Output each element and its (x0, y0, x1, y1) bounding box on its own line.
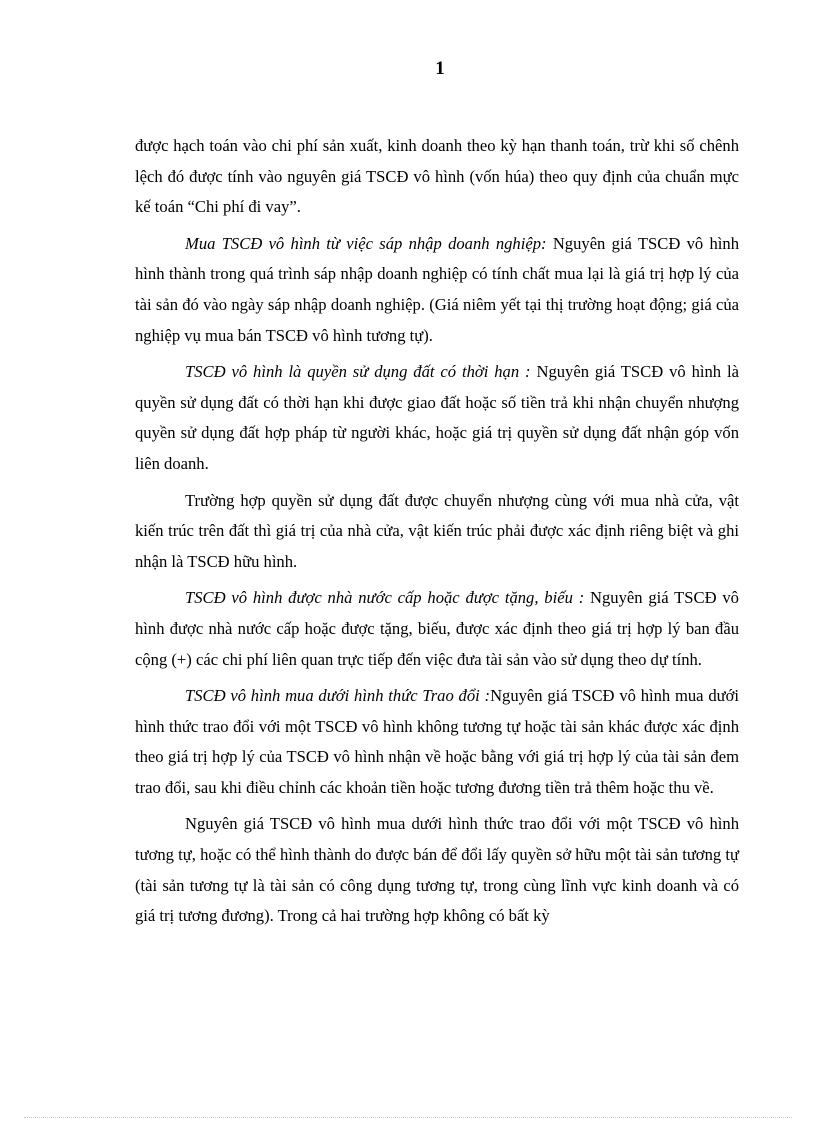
paragraph-text: Nguyên giá TSCĐ vô hình hình thành trong quá trình sáp nhập doanh nghiệp có tính chất mua lại là giá trị hợp lý của tài sản đó vào ngày sáp nhập doanh nghiệp. (Giá niêm yết tại thị trường hoạt động; giá của nghiệp vụ mua bán TSCĐ vô hình tương tự). (135, 233, 739, 345)
paragraph-lead-italic: TSCĐ vô hình được nhà nước cấp hoặc được tặng, biếu : (185, 588, 585, 608)
paragraph-text: Trường hợp quyền sử dụng đất được chuyển nhượng cùng với mua nhà cửa, vật kiến trúc trên đất thì giá trị của nhà cửa, vật kiến trúc phải được xác định riêng biệt và ghi nhận là TSCĐ hữu hình. (135, 490, 739, 571)
paragraph-state-granted (135, 583, 739, 675)
paragraph-merger-acquisition (135, 229, 739, 351)
paragraph-text: Nguyên giá TSCĐ vô hình là quyền sử dụng đất có thời hạn khi được giao đất hoặc số tiền trả khi nhận chuyển nhượng quyền sử dụng đất hợp pháp từ người khác, hoặc giá trị quyền sử dụng đất nhận góp vốn liên doanh. (135, 362, 739, 473)
paragraph-continuation (135, 131, 739, 223)
document-body (135, 131, 739, 938)
paragraph-land-use-rights (135, 357, 739, 479)
paragraph-text: Nguyên giá TSCĐ vô hình được nhà nước cấp hoặc được tặng, biếu, được xác định theo giá trị hợp lý ban đầu cộng (+) các chi phí liên quan trực tiếp đến việc đưa tài sản vào sử dụng theo dự tính. (135, 588, 739, 669)
page-number: 1 (435, 58, 445, 79)
paragraph-similar-exchange (135, 809, 739, 931)
paragraph-lead-italic: TSCĐ vô hình mua dưới hình thức Trao đổi : (185, 686, 491, 706)
paragraph-lead-italic: TSCĐ vô hình là quyền sử dụng đất có thời hạn : (185, 362, 531, 382)
paragraph-text: Nguyên giá TSCĐ vô hình mua dưới hình thức trao đổi với một TSCĐ vô hình không tương tự hoặc tài sản khác được xác định theo giá trị hợp lý của TSCĐ vô hình nhận về hoặc bằng với giá trị hợp lý của tài sản đem trao đổi, sau khi điều chỉnh các khoản tiền hoặc tương đương tiền trả thêm hoặc thu về. (135, 686, 739, 797)
paragraph-exchange (135, 681, 739, 803)
paragraph-text: Nguyên giá TSCĐ vô hình mua dưới hình thức trao đổi với một TSCĐ vô hình tương tự, hoặc có thể hình thành do được bán để đổi lấy quyền sở hữu một tài sản tương tự (tài sản tương tự là tài sản có công dụng tương tự, trong cùng lĩnh vực kinh doanh và có giá trị tương đương). Trong cả hai trường hợp không có bất kỳ (135, 814, 739, 926)
paragraph-land-with-buildings (135, 486, 739, 578)
paragraph-text: được hạch toán vào chi phí sản xuất, kinh doanh theo kỳ hạn thanh toán, trừ khi số chênh lệch đó được tính vào nguyên giá TSCĐ vô hình (vốn húa) theo quy định của chuẩn mực kế toán “Chi phí đi vay”. (135, 136, 739, 217)
page-bottom-divider (24, 1117, 792, 1118)
paragraph-lead-italic: Mua TSCĐ vô hình từ việc sáp nhập doanh nghiệp: (185, 233, 547, 253)
